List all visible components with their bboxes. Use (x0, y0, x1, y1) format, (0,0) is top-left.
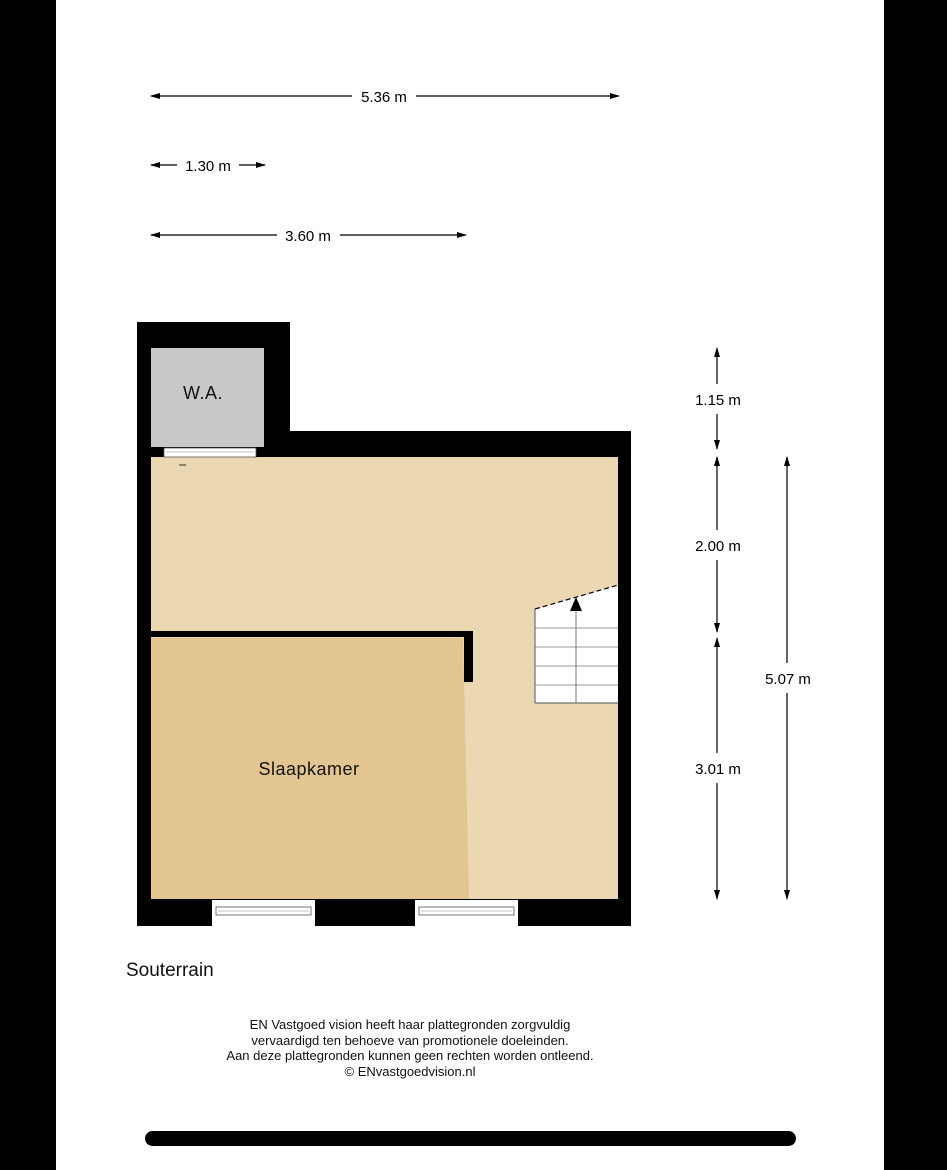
dimension-width-wa (151, 158, 265, 175)
dimension-label: 1.30 m (185, 158, 231, 175)
room-label-slaapkamer: Slaapkamer (258, 759, 360, 779)
home-indicator[interactable] (145, 1131, 796, 1146)
dimension-label: 1.15 m (695, 392, 741, 409)
dimension-label: 5.36 m (361, 89, 407, 106)
disclaimer-line: vervaardigd ten behoeve van promotionele doeleinden. (251, 1032, 569, 1048)
dimension-label: 2.00 m (695, 538, 741, 555)
window-hall (415, 900, 518, 926)
interior-wall (151, 631, 473, 637)
dimension-height-hall (695, 457, 741, 632)
floor-title: Souterrain (126, 960, 214, 981)
dimension-height-wa (695, 348, 741, 449)
disclaimer-line: © ENvastgoedvision.nl (344, 1063, 476, 1079)
disclaimer-line: EN Vastgoed vision heeft haar plattegronden zorgvuldig (249, 1017, 571, 1032)
disclaimer-line: Aan deze plattegronden kunnen geen rechten worden ontleend. (226, 1048, 594, 1063)
dimension-label: 5.07 m (765, 671, 811, 688)
window-bedroom (212, 900, 315, 926)
dimension-label: 3.60 m (285, 228, 331, 245)
dimension-width-total (151, 89, 619, 106)
dimension-label: 3.01 m (695, 761, 741, 778)
dimension-width-bedroom (151, 228, 466, 245)
interior-wall-stub (464, 631, 473, 682)
dimension-height-total (765, 457, 811, 899)
dimension-height-bedroom (695, 638, 741, 899)
disclaimer (180, 1017, 640, 1079)
room-label-wa: W.A. (182, 383, 224, 403)
